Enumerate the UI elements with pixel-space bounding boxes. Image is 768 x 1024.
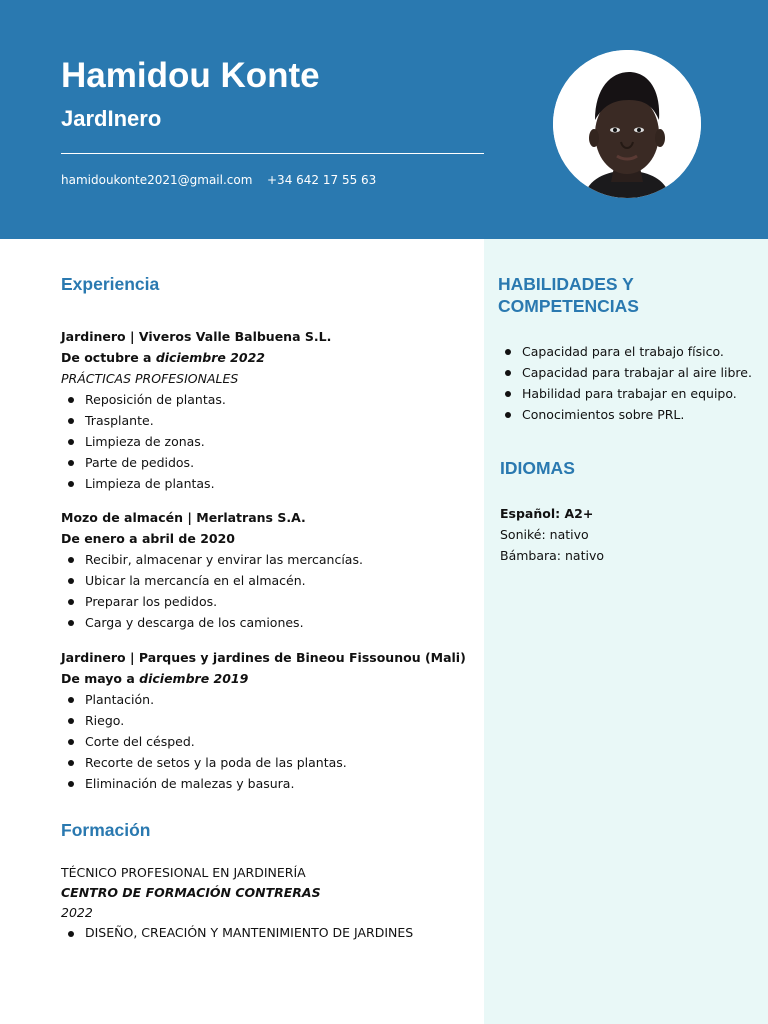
language-item: Bámbara: nativo (500, 548, 604, 563)
job-entry-1 (61, 326, 476, 494)
job-role: JardInero (61, 106, 162, 131)
list-item: Ubicar la mercancía en el almacén. (61, 570, 476, 591)
job-task-list (61, 689, 476, 794)
list-item: DISEÑO, CREACIÓN Y MANTENIMIENTO DE JARDINES (61, 923, 476, 943)
header-divider (61, 153, 484, 154)
degree-name: TÉCNICO PROFESIONAL EN JARDINERÍA (61, 865, 306, 880)
list-item: Limpieza de plantas. (61, 473, 476, 494)
language-item: Español: A2+ (500, 506, 594, 521)
email-address[interactable]: hamidoukonte2021@gmail.com (61, 173, 253, 187)
skills-section (500, 341, 760, 425)
list-item: Riego. (61, 710, 476, 731)
profile-photo (553, 50, 701, 198)
education-year: 2022 (61, 905, 93, 920)
job-entry-2 (61, 507, 476, 633)
list-item: Reposición de plantas. (61, 389, 476, 410)
candidate-name: Hamidou Konte (61, 56, 320, 95)
job-entry-3 (61, 647, 476, 794)
list-item: Recorte de setos y la poda de las plantas. (61, 752, 476, 773)
education-list (61, 923, 476, 943)
skills-list (500, 341, 760, 425)
list-item: Plantación. (61, 689, 476, 710)
skills-heading: HABILIDADES Y COMPETENCIAS (498, 274, 639, 316)
list-item: Capacidad para trabajar al aire libre. (500, 362, 760, 383)
phone-number[interactable]: +34 642 17 55 63 (267, 173, 377, 187)
list-item: Recibir, almacenar y envirar las mercancías. (61, 549, 476, 570)
experience-heading: Experiencia (61, 274, 160, 294)
list-item: Preparar los pedidos. (61, 591, 476, 612)
header-banner (0, 0, 768, 239)
list-item: Habilidad para trabajar en equipo. (500, 383, 760, 404)
languages-heading: IDIOMAS (500, 458, 575, 478)
job-title: Mozo de almacén | Merlatrans S.A. (61, 510, 306, 525)
list-item: Trasplante. (61, 410, 476, 431)
list-item: Corte del césped. (61, 731, 476, 752)
job-title: Jardinero | Viveros Valle Balbuena S.L. (61, 329, 332, 344)
job-note: PRÁCTICAS PROFESIONALES (61, 371, 239, 386)
job-task-list (61, 549, 476, 633)
list-item: Eliminación de malezas y basura. (61, 773, 476, 794)
job-dates: De enero a abril de 2020 (61, 531, 235, 546)
language-item: Soniké: nativo (500, 527, 589, 542)
education-heading: Formación (61, 820, 151, 840)
list-item: Conocimientos sobre PRL. (500, 404, 760, 425)
school-name: CENTRO DE FORMACIÓN CONTRERAS (61, 885, 321, 900)
job-title: Jardinero | Parques y jardines de Bineou Fissounou (Mali) (61, 650, 466, 665)
list-item: Parte de pedidos. (61, 452, 476, 473)
list-item: Limpieza de zonas. (61, 431, 476, 452)
job-dates: De octubre a diciembre 2022 (61, 350, 265, 365)
languages-section (500, 503, 760, 566)
list-item: Capacidad para el trabajo físico. (500, 341, 760, 362)
list-item: Carga y descarga de los camiones. (61, 612, 476, 633)
education-entry (61, 863, 476, 943)
job-dates: De mayo a diciembre 2019 (61, 671, 249, 686)
job-task-list (61, 389, 476, 494)
